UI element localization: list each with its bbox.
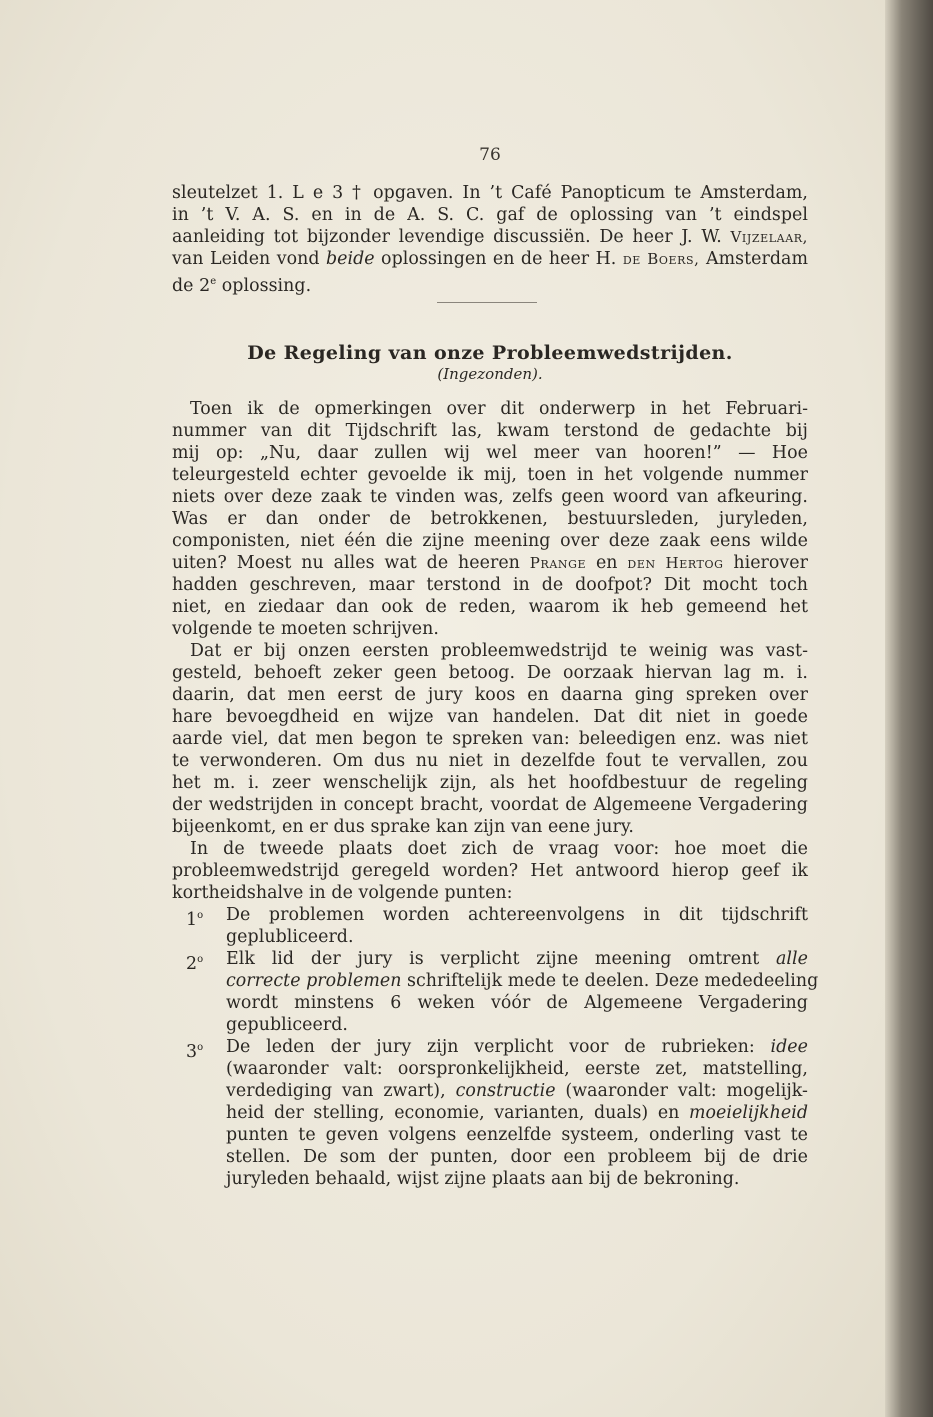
- intro-line-4: [172, 249, 808, 271]
- p2-line-9: bijeenkomt, en er dus sprake kan zijn van eene jury.: [172, 817, 634, 837]
- item-2-num: 2: [186, 953, 198, 974]
- item-3-line-1a: De leden der jury zijn verplicht voor de rubrieken:: [226, 1037, 771, 1057]
- item-2-deg: o: [197, 954, 204, 965]
- p3-line-2: probleemwedstrijd geregeld worden? Het antwoord hierop geef ik: [172, 861, 808, 881]
- intro-line-2: in ’t V. A. S. en in de A. S. C. gaf de oplossing van ’t eindspel: [172, 205, 808, 225]
- item-3-num: 3: [186, 1041, 198, 1062]
- item-1-deg: o: [197, 910, 204, 921]
- item-3-line-4: [226, 1103, 808, 1125]
- intro-line-4c: Amsterdam: [699, 249, 808, 269]
- p1-line-6: Was er dan onder de betrokkenen, bestuursleden, juryleden,: [172, 509, 808, 529]
- item-2-line-4: gepubliceerd.: [226, 1015, 348, 1035]
- intro-line-1: sleutelzet 1. L e 3 † opgaven. In ’t Café Panopticum te Amsterdam,: [172, 183, 808, 203]
- word-den: den: [627, 554, 656, 572]
- name-vijzelaar: Vijzelaar,: [730, 228, 808, 246]
- p2-line-8: der wedstrijden in concept bracht, voordat de Algemeene Vergadering: [172, 795, 808, 815]
- intro-line-5b: oplossing.: [216, 275, 312, 296]
- p1-line-3: mij op: „Nu, daar zullen wij wel meer van hooren!” — Hoe: [172, 443, 808, 463]
- p1-line-4: teleurgesteld echter gevoelde ik mij, toen in het volgende nummer: [172, 465, 808, 485]
- p1-line-10: niet, en ziedaar dan ook de reden, waarom ik heb gemeend het: [172, 597, 808, 617]
- name-prange: Prange: [529, 554, 587, 572]
- article-subheading: (Ingezonden).: [437, 365, 543, 383]
- word-moeielijkheid: moeielijkheid: [689, 1103, 808, 1123]
- name-boers: Boers,: [647, 250, 700, 268]
- item-2-line-1a: Elk lid der jury is verplicht zijne meening omtrent: [226, 949, 777, 969]
- page-edge-shadow: [885, 0, 933, 1417]
- word-beide: beide: [325, 249, 375, 269]
- item-3-line-7: juryleden behaald, wijst zijne plaats aan bij de bekroning.: [226, 1169, 740, 1189]
- p2-line-4: hare bevoegdheid en wijze van handelen. Dat dit niet in goede: [172, 707, 808, 727]
- item-2-line-1: [226, 949, 808, 971]
- page-number: 76: [479, 145, 501, 165]
- p1-line-1: Toen ik de opmerkingen over dit onderwerp in het Februari-: [190, 399, 808, 419]
- p2-line-2: gesteld, behoeft zeker geen betoog. De oorzaak hiervan lag m. i.: [172, 663, 808, 683]
- p1-line-8c: hierover: [723, 553, 808, 573]
- p3-line-1: In de tweede plaats doet zich de vraag voor: hoe moet die: [190, 839, 808, 859]
- superscript-e: e: [210, 276, 217, 287]
- p1-line-9: hadden geschreven, maar terstond in de doofpot? Dit mocht toch: [172, 575, 808, 595]
- item-3-line-5: punten te geven volgens eenzelfde systeem, onderling vast te: [226, 1125, 808, 1145]
- item-3-line-2: (waaronder valt: oorspronkelijkheid, eerste zet, matstelling,: [226, 1059, 808, 1079]
- word-alle: alle: [776, 949, 808, 969]
- item-3-line-3a: verdediging van zwart),: [226, 1081, 456, 1101]
- p1-line-8b: en: [586, 553, 628, 573]
- item-3-number: [186, 1037, 226, 1063]
- word-correcte-problemen: correcte problemen: [226, 971, 402, 991]
- item-2-line-2a: schriftelijk mede te deelen. Deze mededeeling: [401, 971, 819, 991]
- p2-line-7: het m. i. zeer wenschelijk zijn, als het hoofdbestuur de regeling: [172, 773, 808, 793]
- p1-line-5: niets over deze zaak te vinden was, zelfs geen woord van afkeuring.: [172, 487, 808, 507]
- item-3-line-3: [226, 1081, 808, 1103]
- item-2-line-2: [226, 971, 819, 993]
- p2-line-5: aarde viel, dat men begon te spreken van: beleedigen enz. was niet: [172, 729, 808, 749]
- p1-line-8a: uiten? Moest nu alles wat de heeren: [172, 553, 530, 573]
- item-3-line-4a: heid der stelling, economie, varianten, duals) en: [226, 1103, 689, 1123]
- item-3-line-1: [226, 1037, 808, 1059]
- p3-line-3: kortheidshalve in de volgende punten:: [172, 883, 513, 903]
- item-3-line-6: stellen. De som der punten, door een probleem bij de drie: [226, 1147, 808, 1167]
- intro-line-5: [172, 271, 808, 297]
- item-3-line-3b: (waaronder valt: mogelijk-: [555, 1081, 808, 1101]
- intro-line-3: [172, 227, 808, 249]
- item-3-deg: o: [197, 1042, 204, 1053]
- item-1-number: [186, 905, 226, 931]
- item-1-num: 1: [186, 909, 198, 930]
- word-constructie: constructie: [455, 1081, 556, 1101]
- p1-line-2: nummer van dit Tijdschrift las, kwam terstond de gedachte bij: [172, 421, 808, 441]
- p2-line-1: Dat er bij onzen eersten probleemwedstrijd te weinig was vast-: [190, 641, 808, 661]
- word-de: de: [622, 250, 641, 268]
- p1-line-8: [172, 553, 808, 575]
- article-heading: De Regeling van onze Probleemwedstrijden.: [247, 342, 733, 364]
- section-divider: [437, 302, 537, 303]
- p1-line-7: componisten, niet één die zijne meening over deze zaak eens wilde: [172, 531, 808, 551]
- p2-line-6: te verwonderen. Om dus nu niet in dezelfde fout te vervallen, zou: [172, 751, 808, 771]
- word-idee: idee: [770, 1037, 808, 1057]
- intro-line-4b: oplossingen en de heer H.: [374, 249, 623, 269]
- item-1-line-1: De problemen worden achtereenvolgens in dit tijdschrift: [226, 905, 808, 925]
- p1-line-11: volgende te moeten schrijven.: [172, 619, 439, 639]
- intro-line-5a: de 2: [172, 275, 211, 296]
- name-hertog: Hertog: [665, 554, 724, 572]
- intro-line-3-text: aanleiding tot bijzonder levendige discussiën. De heer J. W.: [172, 227, 731, 247]
- item-2-number: [186, 949, 226, 975]
- item-1-line-2: geplubliceerd.: [226, 927, 354, 947]
- p2-line-3: daarin, dat men eerst de jury koos en daarna ging spreken over: [172, 685, 808, 705]
- item-2-line-3: wordt minstens 6 weken vóór de Algemeene Vergadering: [226, 993, 808, 1013]
- intro-line-4a: van Leiden vond: [172, 249, 326, 269]
